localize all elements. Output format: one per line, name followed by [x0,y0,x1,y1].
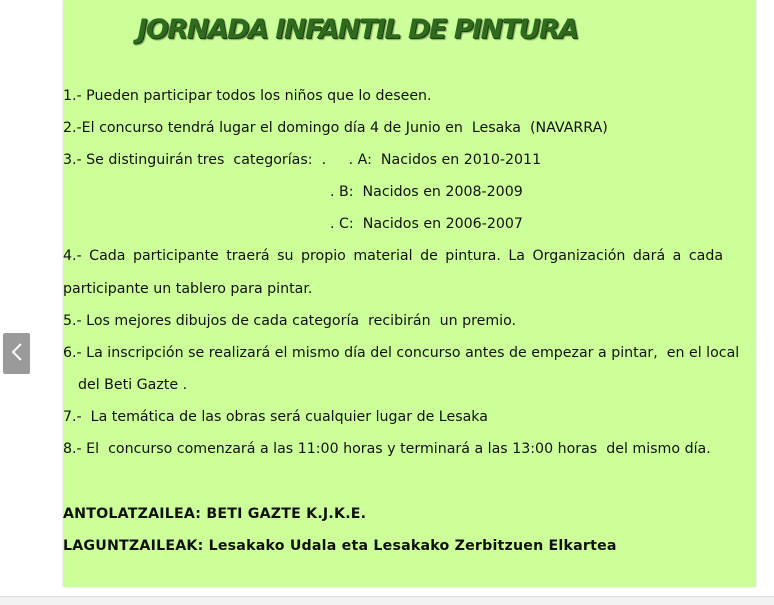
document-page [63,0,756,587]
rule-8: 8.- El concurso comenzará a las 11:00 horas y terminará a las 13:00 horas del mismo día. [63,441,711,457]
rule-3: 3.- Se distinguirán tres categorías: . . A: Nacidos en 2010-2011 [63,152,542,168]
category-b: . B: Nacidos en 2008-2009 [330,184,523,200]
rule-7: 7.- La temática de las obras será cualquier lugar de Lesaka [63,409,488,425]
rule-6-continued: del Beti Gazte . [78,377,188,393]
rule-4: 4.- Cada participante traerá su propio material de pintura. La Organización dará a cada [63,248,724,264]
rule-4-continued: participante un tablero para pintar. [63,281,313,297]
rule-5: 5.- Los mejores dibujos de cada categoría recibirán un premio. [63,313,517,329]
chevron-left-icon [11,342,23,366]
category-c: . C: Nacidos en 2006-2007 [330,216,523,232]
document-title: JORNADA INFANTIL DE PINTURA [137,14,578,45]
rule-2: 2.-El concurso tendrá lugar el domingo día 4 de Junio en Lesaka (NAVARRA) [63,120,608,136]
rule-6: 6.- La inscripción se realizará el mismo día del concurso antes de empezar a pintar, en el local [63,345,740,361]
rule-1: 1.- Pueden participar todos los niños que lo deseen. [63,88,432,104]
organizer: ANTOLATZAILEA: BETI GAZTE K.J.K.E. [63,506,367,522]
previous-page-button[interactable] [3,333,30,374]
collaborators: LAGUNTZAILEAK: Lesakako Udala eta Lesakako Zerbitzuen Elkartea [63,538,617,554]
